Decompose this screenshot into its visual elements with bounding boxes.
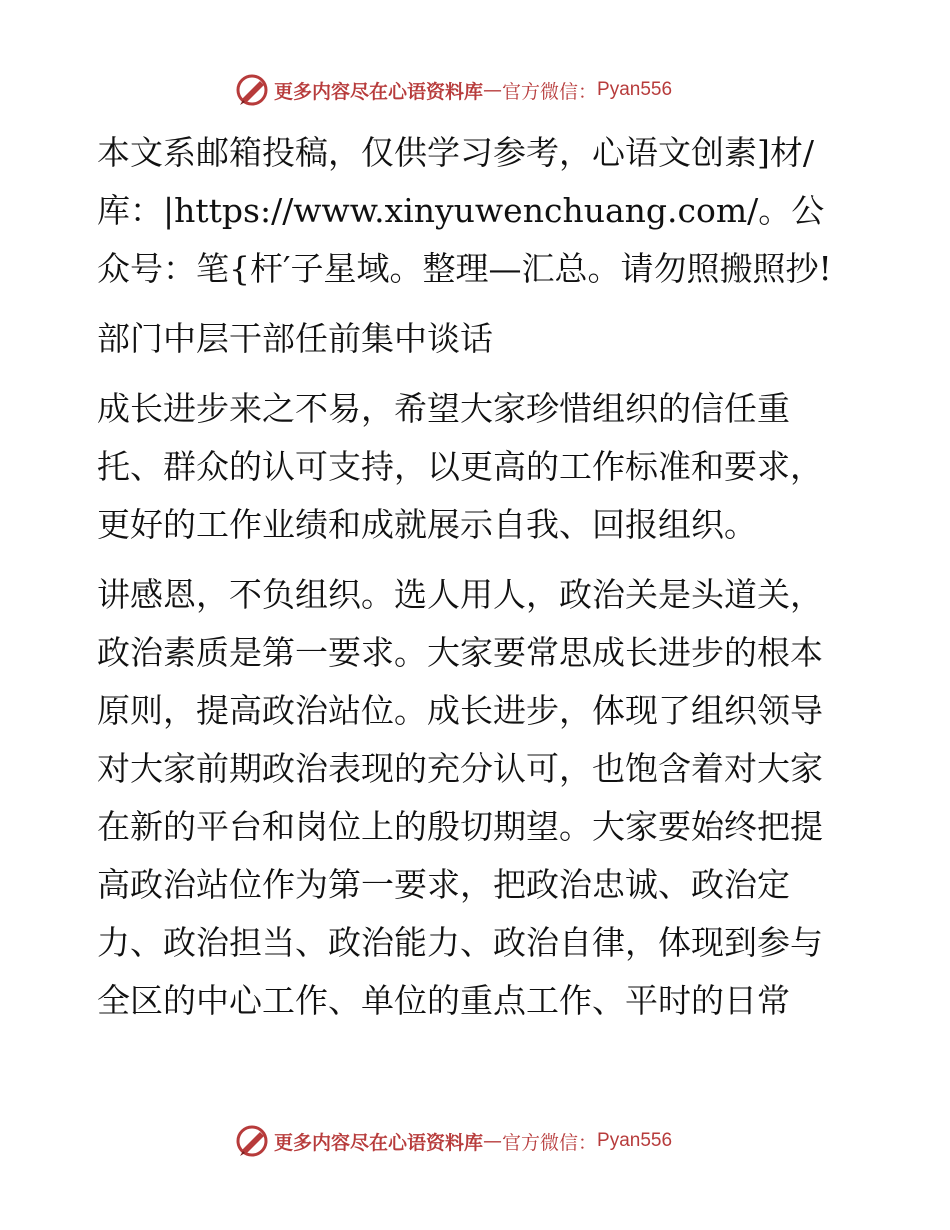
notice-paragraph: 本文系邮箱投稿，仅供学习参考，心语文创素]材/库：|https://www.xinyuwenchuang.com/。公众号：笔{杆′子星域。整理—汇总。请勿照搬照抄!: [97, 133, 832, 288]
document-body: [97, 124, 853, 1042]
pen-logo-icon: [234, 72, 270, 108]
header-watermark: [234, 72, 672, 108]
watermark-official-label: 官方微信：: [502, 1131, 598, 1154]
body-paragraph: 讲感恩，不负组织。选人用人，政治关是头道关，政治素质是第一要求。大家要常思成长进步的根本原则，提高政治站位。成长进步，体现了组织领导对大家前期政治表现的充分认可，也饱含着对大家在新的平台和岗位上的殷切期望。大家要始终把提高政治站位作为第一要求，把政治忠诚、政治定力、政治担当、政治能力、政治自律，体现到参与全区的中心工作、单位的重点工作、平时的日常: [97, 575, 823, 1020]
watermark-dash: —: [483, 79, 503, 101]
footer-watermark: [234, 1123, 672, 1159]
watermark-wechat-id: Pyan556: [597, 79, 673, 100]
watermark-dash: —: [483, 1130, 503, 1152]
body-paragraph: 成长进步来之不易，希望大家珍惜组织的信任重托、群众的认可支持，以更高的工作标准和要求，更好的工作业绩和成就展示自我、回报组织。: [97, 389, 823, 544]
watermark-official-label: 官方微信：: [502, 80, 598, 103]
watermark-text: 更多内容尽在心语资料库: [274, 1131, 484, 1154]
watermark-text: 更多内容尽在心语资料库: [274, 80, 484, 103]
document-title: 部门中层干部任前集中谈话: [97, 319, 493, 358]
pen-logo-icon: [234, 1123, 270, 1159]
watermark-wechat-id: Pyan556: [597, 1130, 673, 1151]
